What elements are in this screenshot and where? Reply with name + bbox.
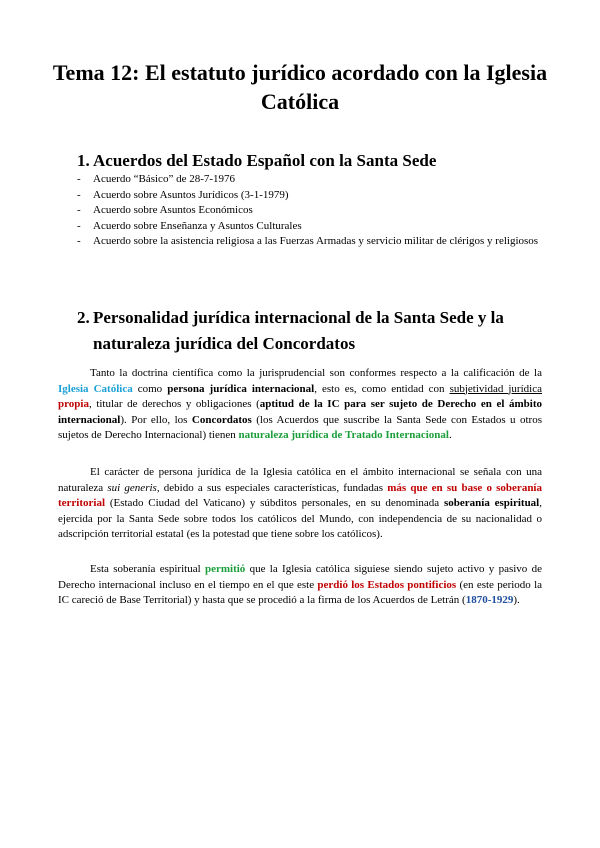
list-item: - Acuerdo sobre la asistencia religiosa a las Fuerzas Armadas y servicio militar de clérigos y religiosos [77,234,547,250]
text-run: que la Iglesia católica siguiese siendo sujeto activo y pasivo de Derecho internacional incluso en el tiempo en el que este [58,563,542,591]
list-item: - Acuerdo “Básico” de 28-7-1976 [77,172,547,188]
section-1-number: 1. [77,151,90,170]
highlight-iglesia-catolica: Iglesia Católica [58,382,133,395]
text-run: (los Acuerdos que suscribe la Santa Sede con Estados u otros sujetos de Derecho Internacional) tienen [58,413,542,441]
text-run: como [132,382,168,395]
text-run: , debido a sus especiales características, fundadas [156,481,388,494]
paragraph-soberania-espiritual [58,562,542,609]
highlight-soberania-territorial: más que en su base o soberanía territorial [58,481,542,509]
italic-sui-generis: sui generis [107,481,157,494]
text-run: ). [513,594,520,606]
paragraph-legal-personality [58,366,542,444]
paragraph-sui-generis [58,465,542,543]
text-run: Tanto la doctrina científica como la jurisprudencial son conformes respecto a la calificación de la [90,367,542,379]
text-run: (Estado Ciudad del Vaticano) y súbditos personales, en su denominada [105,497,444,509]
list-item: - Acuerdo sobre Enseñanza y Asuntos Culturales [77,219,547,235]
section-2-title: Personalidad jurídica internacional de la Santa Sede y la naturaleza jurídica del Concordatos [93,308,504,353]
text-run: , titular de derechos y obligaciones ( [88,398,260,410]
text-run: ). Por ello, los [120,413,192,426]
section-1-heading [77,148,436,174]
page-title: Tema 12: El estatuto jurídico acordado con la Iglesia Católica [52,60,548,114]
text-run: (en este periodo la IC careció de Base Territorial) y hasta que se procedió a la firma de los Acuerdos de Letrán ( [58,578,543,606]
text-run: Esta soberanía espiritual [90,563,205,575]
bold-aptitud: aptitud de la IC para ser sujeto de Derecho en el ámbito internacional [58,398,542,426]
underlined-subjetividad: subjetividad jurídica [449,382,542,395]
text-run: , esto es, como entidad con [314,382,450,395]
section-1-title: Acuerdos del Estado Español con la Santa Sede [93,151,437,170]
highlight-propia: propia [58,398,89,410]
highlight-estados-pontificios: perdió los Estados pontificios [317,578,457,591]
agreements-list [77,172,547,250]
bold-concordatos: Concordatos [191,413,252,426]
section-2-number: 2. [77,308,90,327]
section-2-heading [77,305,547,357]
bold-persona-juridica: persona jurídica internacional [167,382,315,395]
text-run: , ejercida por la Santa Sede sobre todos los católicos del Mundo, con independencia de su nacionalidad o adscripción territorial estatal (es la potestad que tiene sobre los católicos). [58,497,542,540]
highlight-permitio: permitió [204,563,246,575]
highlight-date-range: 1870-1929 [465,594,514,606]
text-run: El carácter de persona jurídica de la Iglesia católica en el ámbito internacional se señala con una naturaleza [58,466,542,494]
list-item: - Acuerdo sobre Asuntos Económicos [77,203,547,219]
highlight-tratado-internacional: naturaleza jurídica de Tratado Internacional [238,429,449,441]
bold-soberania-espiritual: soberanía espiritual [443,497,540,509]
text-run: . [448,429,452,441]
list-item: - Acuerdo sobre Asuntos Jurídicos (3-1-1979) [77,188,547,204]
